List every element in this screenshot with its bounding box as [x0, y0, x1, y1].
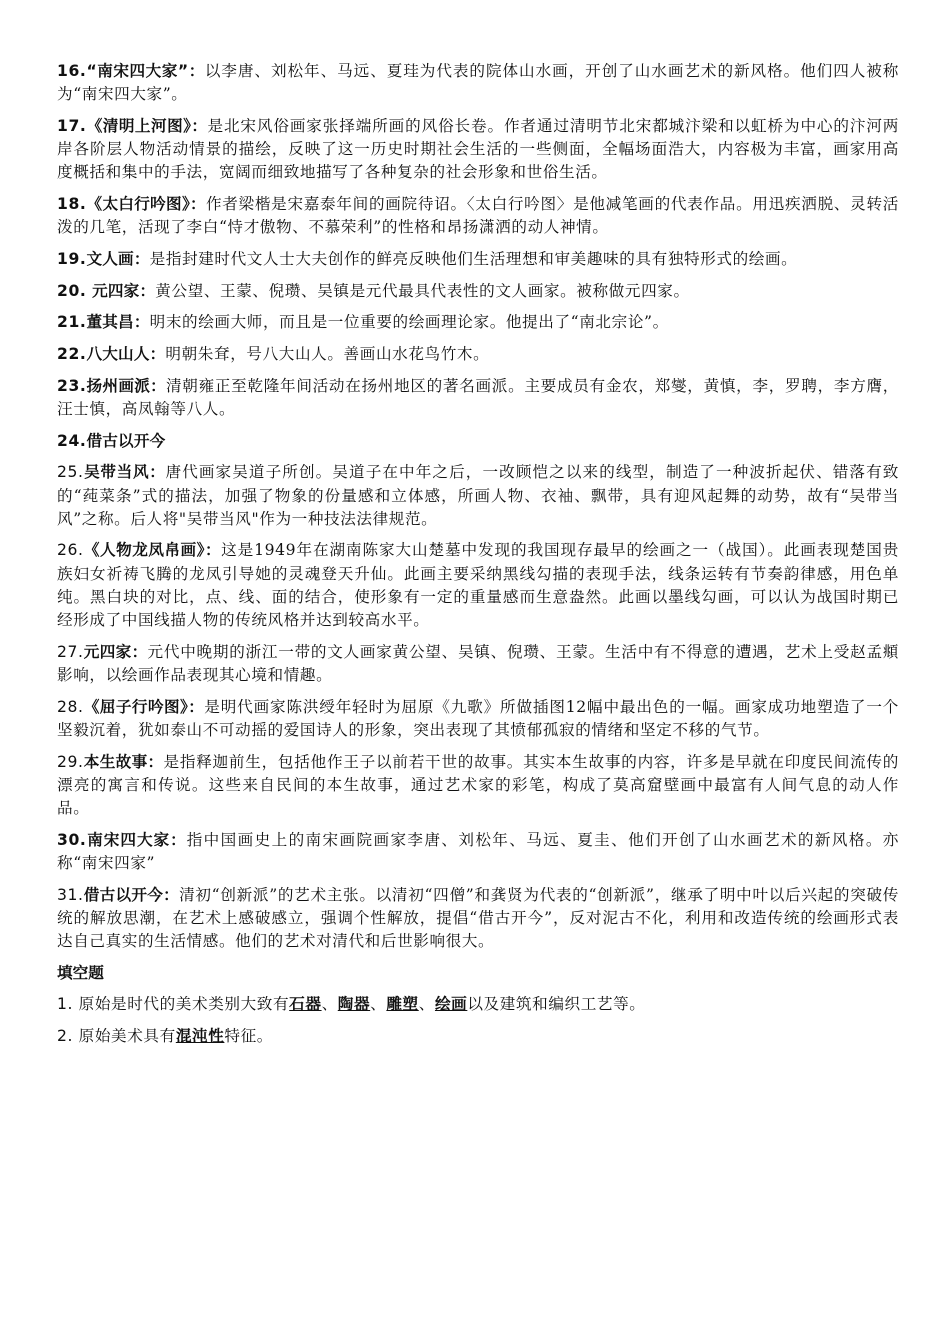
fill-number: 2. — [57, 1027, 74, 1046]
fill-answer: 混沌性 — [175, 1027, 225, 1046]
entry-text: 明朝朱耷，号八大山人。善画山水花鸟竹木。 — [165, 345, 490, 364]
entry-27 — [57, 641, 899, 687]
entry-number: 27. — [57, 642, 84, 661]
entry-number: 25. — [57, 463, 84, 482]
entry-number: 19. — [57, 249, 87, 268]
document-page — [57, 60, 899, 1057]
entry-term: 元四家： — [83, 642, 148, 661]
entry-number: 24. — [57, 431, 87, 450]
entry-term: 本生故事： — [83, 752, 164, 771]
entry-term: 八大山人： — [86, 345, 166, 364]
entry-23 — [57, 375, 899, 421]
entry-text: 明末的绘画大师，而且是一位重要的绘画理论家。他提出了“南北宗论”。 — [149, 313, 669, 332]
fill-text-pre: 原始是时代的美术类别大致有 — [78, 995, 290, 1014]
fill-separator: 、 — [370, 995, 387, 1014]
entry-30 — [57, 829, 899, 875]
entry-term: “南宋四大家”： — [86, 62, 205, 80]
entry-term: 《太白行吟图》： — [86, 195, 206, 214]
entry-term: 借古以开今 — [86, 431, 166, 450]
fill-text-post: 以及建筑和编织工艺等。 — [467, 995, 646, 1014]
fill-text-post: 特征。 — [224, 1027, 273, 1046]
entry-19 — [57, 248, 899, 271]
entry-text: 是明代画家陈洪绶年轻时为屈原《九歌》所做插图12幅中最出色的一幅。画家成功地塑造了一个坚毅沉着，犹如泰山不可动摇的爱国诗人的形象，突出表现了其愤郁孤寂的情绪和坚定不移的气节。 — [57, 697, 899, 739]
fill-answer: 雕塑 — [386, 995, 419, 1014]
entry-text: 是指封建时代文人士大夫创作的鲜亮反映他们生活理想和审美趣味的具有独特形式的绘画。 — [149, 249, 798, 268]
entry-number: 23. — [57, 376, 87, 395]
entry-text: 作者梁楷是宋嘉泰年间的画院待诏。〈太白行吟图〉是他减笔画的代表作品。用迅疾洒脱、灵转活泼的几笔，活现了李白“恃才傲物、不慕荣利”的性格和昂扬潇洒的动人神情。 — [57, 195, 899, 237]
entry-text: 以李唐、刘松年、马远、夏珪为代表的院体山水画，开创了山水画艺术的新风格。他们四人被称为“南宋四大家”。 — [57, 62, 899, 104]
entry-25 — [57, 461, 899, 531]
entry-29 — [57, 751, 899, 821]
entry-number: 28. — [57, 697, 84, 716]
entry-number: 17. — [57, 116, 87, 135]
entry-term: 南宋四大家： — [86, 830, 187, 849]
entry-number: 18. — [57, 195, 87, 214]
fill-blank-1 — [57, 993, 899, 1016]
entry-term: 文人画： — [86, 249, 150, 268]
section-title: 填空题 — [57, 963, 104, 982]
fill-separator: 、 — [321, 995, 338, 1014]
entry-26 — [57, 539, 899, 632]
entry-number: 20. — [57, 281, 87, 300]
entry-text: 清朝雍正至乾隆年间活动在扬州地区的著名画派。主要成员有金农，郑燮，黄慎，李，罗聘，李方膺，汪士慎，高凤翰等八人。 — [57, 376, 899, 418]
entry-text: 是指释迦前生，包括他作王子以前若干世的故事。其实本生故事的内容，许多是早就在印度民间流传的漂亮的寓言和传说。这些来自民间的本生故事，通过艺术家的彩笔，构成了莫高窟壁画中最富有人间气息的动人作品。 — [57, 752, 899, 817]
entry-text: 这是1949年在湖南陈家大山楚墓中发现的我国现存最早的绘画之一（战国）。此画表现楚国贵族妇女祈祷飞腾的龙凤引导她的灵魂登天升仙。此画主要采纳黑线勾描的表现手法，线条运转有节奏韵律感，用色单纯。黑白块的对比，点、线、面的结合，使形象有一定的重量感而生意盎然。此画以墨线勾画，可以认为战国时期已经形成了中国线描人物的传统风格并达到较高水平。 — [57, 541, 899, 630]
entry-22 — [57, 343, 899, 366]
entry-21 — [57, 311, 899, 334]
entry-number: 22. — [57, 345, 87, 364]
entry-term: 借古以开今： — [83, 885, 180, 904]
entry-term: 《清明上河图》： — [86, 116, 208, 135]
fill-answer: 陶器 — [337, 995, 371, 1014]
entry-text: 是北宋风俗画家张择端所画的风俗长卷。作者通过清明节北宋都城汴梁和以虹桥为中心的汴河两岸各阶层人物活动情景的描绘，反映了这一历史时期社会生活的一些侧面，全幅场面浩大，内容极为丰富，画家用高度概括和集中的手法，宽阔而细致地描写了各种复杂的社会形象和世俗生活。 — [57, 116, 899, 182]
entry-text: 唐代画家吴道子所创。吴道子在中年之后，一改顾恺之以来的线型，制造了一种波折起伏、错落有致的“莼菜条”式的描法，加强了物象的份量感和立体感，所画人物、衣袖、飘带，具有迎风起舞的动势，故有“吴带当风”之称。后人将"吴带当风"作为一种技法法律规范。 — [57, 463, 899, 528]
entry-20 — [57, 280, 899, 303]
entry-text: 黄公望、王蒙、倪瓒、吴镇是元代最具代表性的文人画家。被称做元四家。 — [155, 281, 690, 300]
entry-number: 30. — [57, 830, 87, 849]
entry-number: 29. — [57, 752, 84, 771]
entry-number: 16. — [57, 62, 87, 80]
entry-term: 元四家： — [86, 281, 156, 300]
fill-answer: 绘画 — [434, 995, 468, 1014]
entry-31 — [57, 884, 899, 954]
entry-number: 26. — [57, 541, 84, 560]
entry-text: 清初“创新派”的艺术主张。以清初“四僧”和龚贤为代表的“创新派”，继承了明中叶以后兴起的突破传统的解放思潮，在艺术上感破感立，强调个性解放，提倡“借古开今”，反对泥古不化，利用和改造传统的绘画形式表达自己真实的生活情感。他们的艺术对清代和后世影响很大。 — [57, 885, 899, 950]
entry-16 — [57, 60, 899, 106]
entry-term: 《屈子行吟图》： — [83, 697, 205, 716]
entry-18 — [57, 193, 899, 239]
fill-number: 1. — [57, 995, 74, 1014]
entry-28 — [57, 696, 899, 742]
entry-number: 21. — [57, 313, 87, 332]
entry-term: 《人物龙凤帛画》： — [83, 541, 222, 560]
fill-separator: 、 — [418, 995, 435, 1014]
entry-text: 指中国画史上的南宋画院画家李唐、刘松年、马远、夏圭、他们开创了山水画艺术的新风格。亦称“南宋四家” — [57, 830, 900, 872]
entry-term: 扬州画派： — [86, 376, 166, 395]
entry-24 — [57, 430, 899, 453]
fill-blank-2 — [57, 1025, 899, 1048]
entry-term: 董其昌： — [86, 313, 150, 332]
fill-text-pre: 原始美术具有 — [78, 1027, 176, 1046]
entry-number: 31. — [57, 885, 84, 904]
fill-answer: 石器 — [289, 995, 322, 1014]
entry-17 — [57, 115, 899, 185]
entry-term: 吴带当风： — [83, 463, 166, 482]
entry-text: 元代中晚期的浙江一带的文人画家黄公望、吴镇、倪瓒、王蒙。生活中有不得意的遭遇，艺术上受赵孟頫影响，以绘画作品表现其心境和情趣。 — [57, 642, 899, 684]
